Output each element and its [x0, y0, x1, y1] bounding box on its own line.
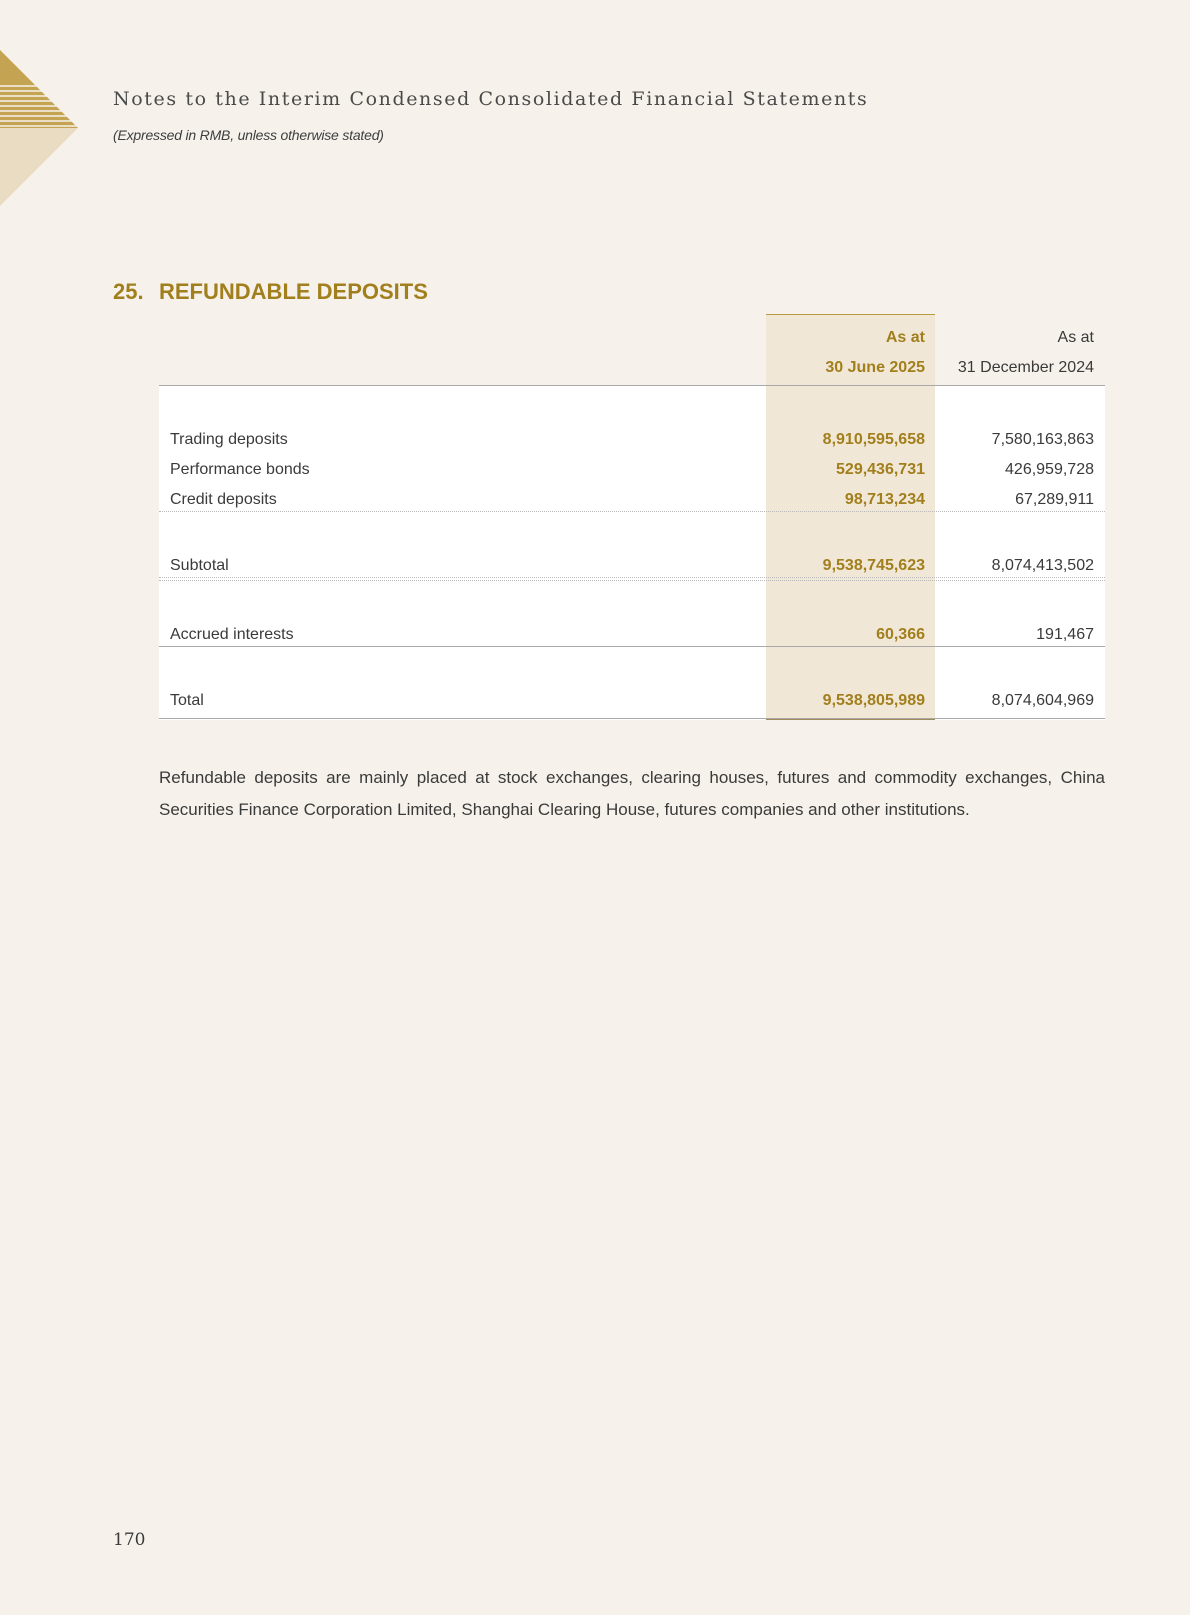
- accrued-interests-previous: 191,467: [1036, 626, 1094, 643]
- row-label-trading-deposits: Trading deposits: [170, 431, 288, 448]
- accrued-interests-label: Accrued interests: [170, 626, 294, 643]
- subtotal-previous: 8,074,413,502: [991, 557, 1094, 574]
- page-header-title: Notes to the Interim Condensed Consolidated Financial Statements: [113, 88, 869, 110]
- accrued-interests-current: 60,366: [876, 626, 925, 643]
- row-current-trading-deposits: 8,910,595,658: [822, 431, 925, 448]
- page-header-subtitle: (Expressed in RMB, unless otherwise stated): [113, 127, 384, 143]
- total-current: 9,538,805,989: [822, 692, 925, 709]
- subtotal-label: Subtotal: [170, 557, 229, 574]
- section-heading: [113, 279, 428, 305]
- header-current-line1: As at: [885, 329, 925, 346]
- header-previous-line1: As at: [1057, 329, 1094, 346]
- total-label: Total: [170, 692, 204, 709]
- table-body-background: [159, 386, 1105, 720]
- row-previous-credit-deposits: 67,289,911: [1015, 491, 1094, 508]
- subtotal-divider-top: [159, 577, 1105, 578]
- total-previous: 8,074,604,969: [991, 692, 1094, 709]
- explanatory-note: Refundable deposits are mainly placed at stock exchanges, clearing houses, futures and commodity exchanges, China Securities Finance Corporation Limited, Shanghai Clearing House, futures companies and other institutions.: [159, 768, 1105, 819]
- header-divider: [159, 385, 1105, 386]
- rows-divider: [159, 511, 1105, 512]
- row-previous-trading-deposits: 7,580,163,863: [991, 431, 1094, 448]
- corner-decoration: [0, 50, 80, 212]
- row-current-credit-deposits: 98,713,234: [844, 491, 925, 508]
- row-label-credit-deposits: Credit deposits: [170, 491, 277, 508]
- section-title: REFUNDABLE DEPOSITS: [159, 279, 428, 304]
- page-number: 170: [113, 1530, 146, 1550]
- header-current-line2: 30 June 2025: [825, 359, 925, 376]
- accrued-divider: [159, 646, 1105, 647]
- subtotal-current: 9,538,745,623: [822, 557, 925, 574]
- row-current-performance-bonds: 529,436,731: [836, 461, 925, 478]
- table-bottom-border: [159, 718, 1105, 719]
- section-number: 25.: [113, 279, 144, 304]
- row-label-performance-bonds: Performance bonds: [170, 461, 310, 478]
- subtotal-divider-bottom: [159, 580, 1105, 581]
- header-previous-line2: 31 December 2024: [957, 359, 1094, 376]
- row-previous-performance-bonds: 426,959,728: [1005, 461, 1094, 478]
- refundable-deposits-table: [159, 314, 1105, 720]
